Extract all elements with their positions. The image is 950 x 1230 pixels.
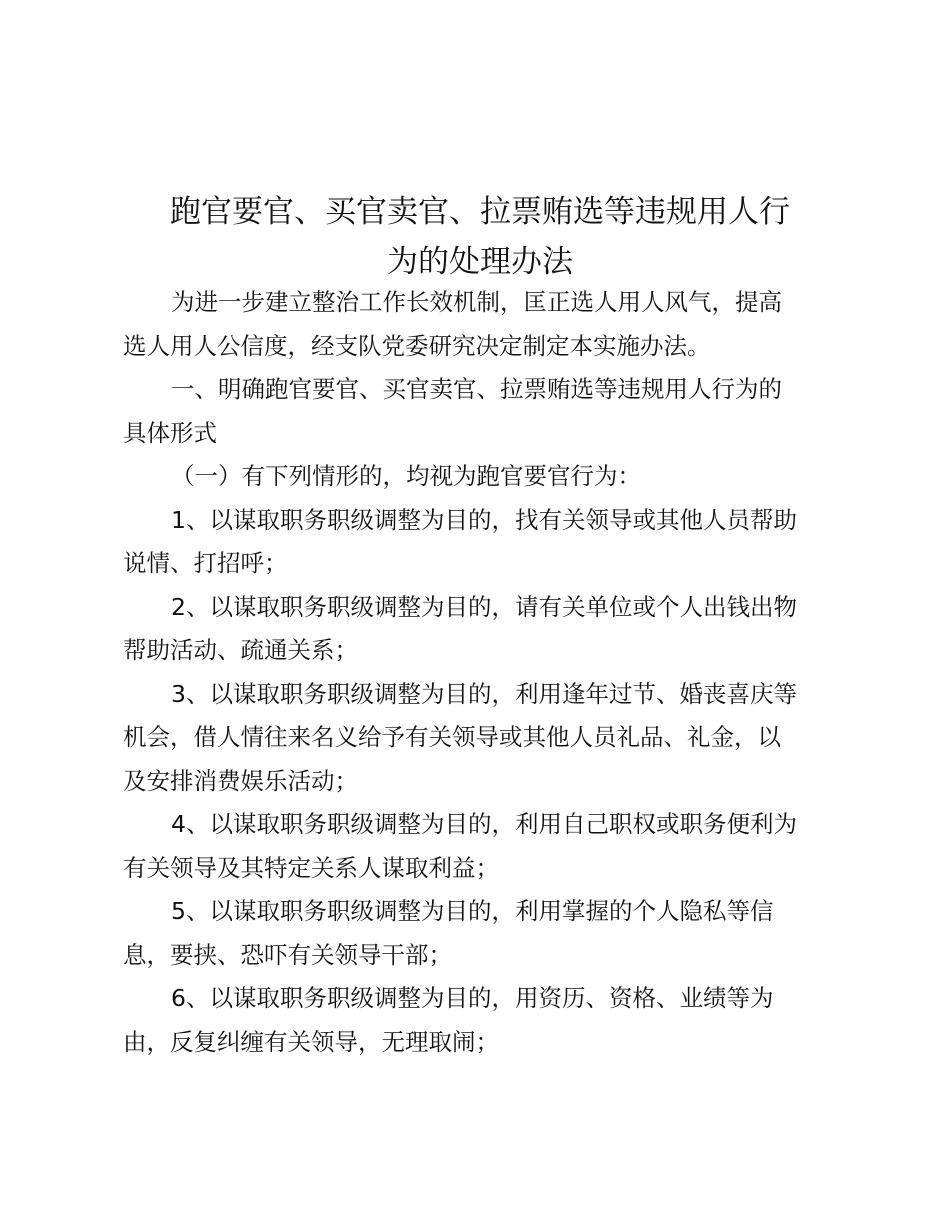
list-item-line: 1、以谋取职务职级调整为目的，找有关领导或其他人员帮助 [171,505,797,534]
list-item-line: 4、以谋取职务职级调整为目的，利用自己职权或职务便利为 [171,810,797,838]
list-item-line: 及安排消费娱乐活动； [123,766,358,795]
title-line: 为的处理办法 [387,243,573,280]
section-heading-line: 具体形式 [123,418,217,447]
document-title [122,187,838,287]
paragraph-line: 为进一步建立整治工作长效机制，匡正选人用人风气，提高 [171,288,782,316]
document-body [123,281,839,1064]
paragraph-line: 选人用人公信度，经支队党委研究决定制定本实施办法。 [123,331,711,360]
list-item-line: 息，要挟、恐吓有关领导干部； [123,940,452,969]
list-item-line: 由，反复纠缠有关领导，无理取闹； [123,1027,499,1056]
list-item-line: 机会，借人情往来名义给予有关领导或其他人员礼品、礼金，以 [123,723,781,751]
list-item-line: 有关领导及其特定关系人谋取利益； [123,853,499,882]
section-heading-line: 一、明确跑官要官、买官卖官、拉票贿选等违规用人行为的 [171,375,782,403]
list-item-line: 帮助活动、疏通关系； [123,636,358,664]
list-item-line: 3、以谋取职务职级调整为目的，利用逢年过节、婚丧喜庆等 [171,679,797,708]
subsection-heading-line: （一）有下列情形的，均视为跑官要官行为： [171,462,641,490]
title-line: 跑官要官、买官卖官、拉票贿选等违规用人行 [170,193,790,230]
list-item-line: 2、以谋取职务职级调整为目的，请有关单位或个人出钱出物 [171,592,797,621]
list-item-line: 6、以谋取职务职级调整为目的，用资历、资格、业绩等为 [171,984,774,1012]
list-item-line: 说情、打招呼； [123,549,288,577]
list-item-line: 5、以谋取职务职级调整为目的，利用掌握的个人隐私等信 [171,897,774,925]
